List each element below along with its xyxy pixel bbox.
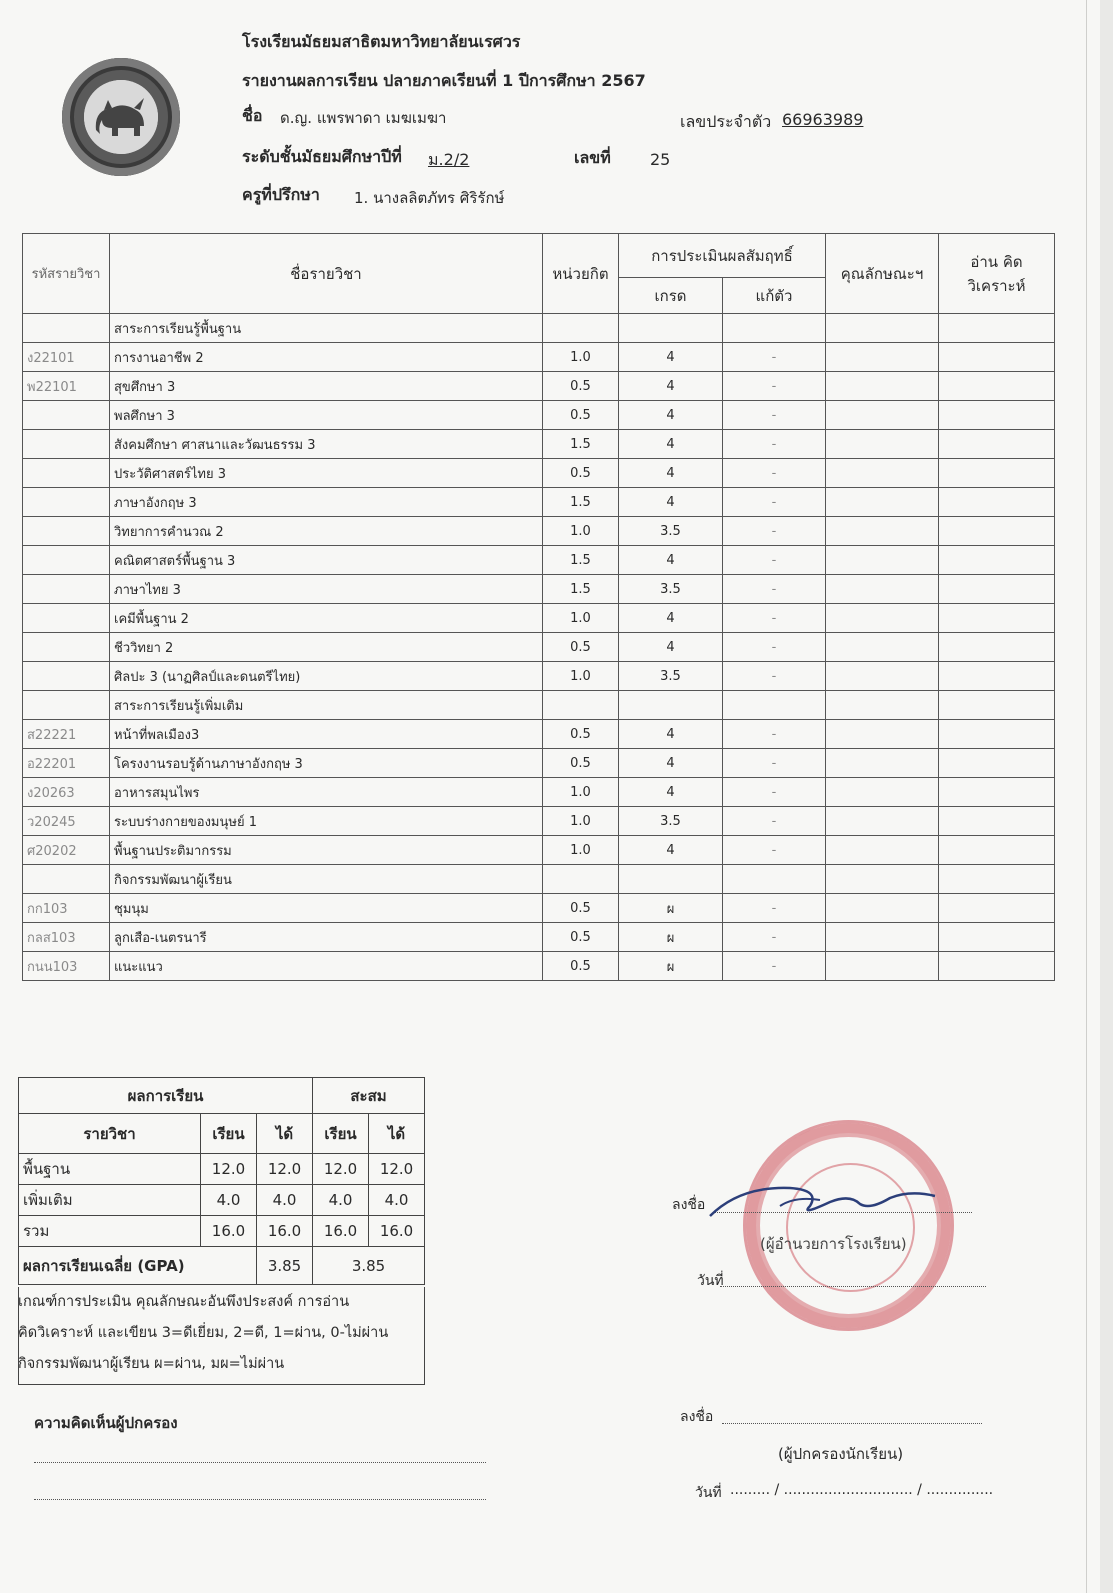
- table-row: [23, 401, 1055, 430]
- summary-accum-studied: 16.0: [313, 1216, 369, 1247]
- subject-grade: 3.5: [619, 807, 723, 836]
- student-name: ด.ญ. แพรพาดา เมฆเมฆา: [280, 109, 447, 127]
- subject-retake: -: [723, 459, 826, 488]
- subject-retake: -: [723, 662, 826, 691]
- subject-grade: 4: [619, 343, 723, 372]
- summary-accum-earned: 16.0: [369, 1216, 425, 1247]
- subject-retake: -: [723, 343, 826, 372]
- table-row: [23, 546, 1055, 575]
- subject-grade: 4: [619, 720, 723, 749]
- subject-grade: ผ: [619, 923, 723, 952]
- subject-retake: -: [723, 807, 826, 836]
- table-row: [23, 372, 1055, 401]
- summary-row-label: พื้นฐาน: [19, 1154, 201, 1185]
- subject-grade: 4: [619, 459, 723, 488]
- subject-code: [23, 546, 110, 575]
- subject-credits: 1.0: [543, 604, 619, 633]
- subject-name: คณิตศาสตร์พื้นฐาน 3: [110, 546, 543, 575]
- subject-name: ประวัติศาสตร์ไทย 3: [110, 459, 543, 488]
- parent-comment-line[interactable]: [34, 1461, 486, 1463]
- table-row: [23, 749, 1055, 778]
- criteria-box: [18, 1287, 425, 1385]
- subject-grade: 3.5: [619, 662, 723, 691]
- table-row: [23, 778, 1055, 807]
- subject-code: กนน103: [23, 952, 110, 981]
- student-number: 25: [650, 150, 671, 169]
- number-label: เลขที่: [574, 148, 611, 167]
- subject-code: [23, 633, 110, 662]
- subject-credits: 0.5: [543, 633, 619, 662]
- summary-earned: 12.0: [257, 1154, 313, 1185]
- director-signature: [700, 1176, 940, 1226]
- table-row: [23, 459, 1055, 488]
- subject-retake: -: [723, 546, 826, 575]
- criteria-line: คิดวิเคราะห์ และเขียน 3=ดีเยี่ยม, 2=ดี, 1=ผ่าน, 0-ไม่ผ่าน: [18, 1325, 389, 1341]
- accum-header: สะสม: [313, 1078, 425, 1114]
- subject-code: [23, 430, 110, 459]
- subject-name: หน้าที่พลเมือง3: [110, 720, 543, 749]
- subject-code: [23, 662, 110, 691]
- student-id: 66963989: [782, 110, 864, 129]
- subject-credits: 1.5: [543, 488, 619, 517]
- section-title: กิจกรรมพัฒนาผู้เรียน: [110, 865, 543, 894]
- col-retake-header: แก้ตัว: [723, 278, 826, 314]
- subject-credits: 0.5: [543, 459, 619, 488]
- subject-credits: 1.0: [543, 662, 619, 691]
- subject-name: วิทยาการคำนวณ 2: [110, 517, 543, 546]
- subject-code: ง22101: [23, 343, 110, 372]
- subject-retake: -: [723, 894, 826, 923]
- subject-retake: -: [723, 778, 826, 807]
- subject-retake: -: [723, 488, 826, 517]
- col-name-header: ชื่อรายวิชา: [110, 234, 543, 314]
- table-row: [23, 430, 1055, 459]
- subject-credits: 0.5: [543, 952, 619, 981]
- subject-retake: -: [723, 575, 826, 604]
- summary-accum-earned: 4.0: [369, 1185, 425, 1216]
- subject-code: [23, 401, 110, 430]
- level-label: ระดับชั้นมัธยมศึกษาปีที่: [242, 147, 402, 166]
- table-row: [23, 894, 1055, 923]
- subject-name: ภาษาไทย 3: [110, 575, 543, 604]
- grades-table: [22, 233, 1055, 981]
- section-row: [23, 314, 1055, 343]
- subject-credits: 1.0: [543, 778, 619, 807]
- subject-credits: 1.0: [543, 807, 619, 836]
- subject-retake: -: [723, 952, 826, 981]
- summary-studied: 12.0: [201, 1154, 257, 1185]
- subject-grade: 4: [619, 488, 723, 517]
- school-name: โรงเรียนมัธยมสาธิตมหาวิทยาลัยนเรศวร: [242, 32, 521, 51]
- summary-studied: 16.0: [201, 1216, 257, 1247]
- subject-name: ระบบร่างกายของมนุษย์ 1: [110, 807, 543, 836]
- subject-credits: 0.5: [543, 749, 619, 778]
- subject-retake: -: [723, 923, 826, 952]
- advisor-label: ครูที่ปรึกษา: [242, 185, 320, 204]
- subject-name: ลูกเสือ-เนตรนารี: [110, 923, 543, 952]
- subject-code: อ22201: [23, 749, 110, 778]
- subject-name: พื้นฐานประติมากรรม: [110, 836, 543, 865]
- summary-accum-earned: 12.0: [369, 1154, 425, 1185]
- table-row: [23, 662, 1055, 691]
- subject-grade: 4: [619, 430, 723, 459]
- summary-accum-studied: 4.0: [313, 1185, 369, 1216]
- subject-code: [23, 459, 110, 488]
- subject-code: [23, 488, 110, 517]
- subject-grade: 3.5: [619, 517, 723, 546]
- table-row: [23, 923, 1055, 952]
- director-date-line: [720, 1285, 986, 1287]
- advisor-name: 1. นางลลิตภัทร ศิริรักษ์: [354, 189, 505, 207]
- summary-accum-studied: 12.0: [313, 1154, 369, 1185]
- table-row: [23, 836, 1055, 865]
- summary-earned: 4.0: [257, 1185, 313, 1216]
- parent-date-label: วันที่: [695, 1485, 722, 1501]
- subject-retake: -: [723, 372, 826, 401]
- subject-name: ชุมนุม: [110, 894, 543, 923]
- director-sign-label: ลงชื่อ: [672, 1197, 706, 1213]
- subject-name: ศิลปะ 3 (นาฏศิลป์และดนตรีไทย): [110, 662, 543, 691]
- section-title: สาระการเรียนรู้พื้นฐาน: [110, 314, 543, 343]
- subject-code: ง20263: [23, 778, 110, 807]
- subject-name: พลศึกษา 3: [110, 401, 543, 430]
- subject-credits: 1.0: [543, 517, 619, 546]
- accum-earned-header: ได้: [369, 1114, 425, 1154]
- table-row: [23, 575, 1055, 604]
- earned-header: ได้: [257, 1114, 313, 1154]
- table-row: [23, 720, 1055, 749]
- id-label: เลขประจำตัว: [680, 112, 772, 131]
- criteria-line: เกณฑ์การประเมิน คุณลักษณะอันพึงประสงค์ การอ่าน: [18, 1294, 350, 1310]
- subject-credits: 0.5: [543, 372, 619, 401]
- subject-retake: -: [723, 430, 826, 459]
- table-row: [23, 488, 1055, 517]
- summary-studied: 4.0: [201, 1185, 257, 1216]
- subject-credits: 0.5: [543, 923, 619, 952]
- section-title: สาระการเรียนรู้เพิ่มเติม: [110, 691, 543, 720]
- summary-table: [18, 1077, 425, 1285]
- parent-comment-label: ความคิดเห็นผู้ปกครอง: [34, 1414, 178, 1432]
- parent-sign-line[interactable]: [722, 1422, 982, 1424]
- subject-grade: 4: [619, 836, 723, 865]
- gpa-accum: 3.85: [313, 1247, 425, 1285]
- subject-code: [23, 575, 110, 604]
- school-logo: [62, 58, 180, 176]
- gpa-term: 3.85: [257, 1247, 313, 1285]
- subject-code: กก103: [23, 894, 110, 923]
- table-row: [23, 604, 1055, 633]
- reading-header-line2: วิเคราะห์: [967, 276, 1026, 295]
- subject-grade: 4: [619, 633, 723, 662]
- subject-name: แนะแนว: [110, 952, 543, 981]
- table-row: [23, 633, 1055, 662]
- table-row: [23, 517, 1055, 546]
- director-date-label: วันที่: [697, 1273, 724, 1289]
- subject-credits: 1.0: [543, 343, 619, 372]
- page-edge: [1086, 0, 1087, 1593]
- subject-code: [23, 604, 110, 633]
- parent-sign-label: ลงชื่อ: [680, 1409, 714, 1425]
- subject-credits: 1.0: [543, 836, 619, 865]
- subject-code: ศ20202: [23, 836, 110, 865]
- subject-grade: 4: [619, 372, 723, 401]
- studied-header: เรียน: [201, 1114, 257, 1154]
- subject-retake: -: [723, 517, 826, 546]
- subject-retake: -: [723, 749, 826, 778]
- name-label: ชื่อ: [242, 106, 263, 125]
- subject-name: เคมีพื้นฐาน 2: [110, 604, 543, 633]
- subject-name: สังคมศึกษา ศาสนาและวัฒนธรรม 3: [110, 430, 543, 459]
- reading-header-line1: อ่าน คิด: [970, 252, 1023, 271]
- subject-name: สุขศึกษา 3: [110, 372, 543, 401]
- summary-earned: 16.0: [257, 1216, 313, 1247]
- subject-credits: 1.5: [543, 430, 619, 459]
- subject-grade: 4: [619, 401, 723, 430]
- subject-grade: ผ: [619, 952, 723, 981]
- subject-code: กลส103: [23, 923, 110, 952]
- subject-name: การงานอาชีพ 2: [110, 343, 543, 372]
- subject-retake: -: [723, 836, 826, 865]
- subject-name: ชีววิทยา 2: [110, 633, 543, 662]
- subject-grade: ผ: [619, 894, 723, 923]
- summary-row-label: เพิ่มเติม: [19, 1185, 201, 1216]
- subject-code: ส22221: [23, 720, 110, 749]
- subject-credits: 0.5: [543, 720, 619, 749]
- class-level: ม.2/2: [428, 150, 470, 169]
- subject-col-header: รายวิชา: [19, 1114, 201, 1154]
- subject-credits: 1.5: [543, 546, 619, 575]
- report-title: รายงานผลการเรียน ปลายภาคเรียนที่ 1 ปีการศึกษา 2567: [242, 71, 646, 90]
- subject-credits: 0.5: [543, 894, 619, 923]
- subject-name: ภาษาอังกฤษ 3: [110, 488, 543, 517]
- table-row: [23, 807, 1055, 836]
- subject-grade: 3.5: [619, 575, 723, 604]
- col-code-header: รหัสรายวิชา: [23, 234, 110, 314]
- table-row: [23, 952, 1055, 981]
- parent-date-line[interactable]: ......... / ............................. / ...............: [730, 1482, 994, 1498]
- subject-retake: -: [723, 604, 826, 633]
- director-role: (ผู้อำนวยการโรงเรียน): [760, 1235, 907, 1253]
- results-header: ผลการเรียน: [19, 1078, 313, 1114]
- subject-code: ว20245: [23, 807, 110, 836]
- gpa-label: ผลการเรียนเฉลี่ย (GPA): [19, 1247, 257, 1285]
- subject-retake: -: [723, 633, 826, 662]
- subject-name: อาหารสมุนไพร: [110, 778, 543, 807]
- subject-retake: -: [723, 720, 826, 749]
- subject-grade: 4: [619, 778, 723, 807]
- table-row: [23, 343, 1055, 372]
- subject-code: [23, 517, 110, 546]
- col-grade-header: เกรด: [619, 278, 723, 314]
- parent-comment-line[interactable]: [34, 1498, 486, 1500]
- section-row: [23, 865, 1055, 894]
- accum-studied-header: เรียน: [313, 1114, 369, 1154]
- col-reading-header: [939, 234, 1055, 314]
- col-assessment-header: การประเมินผลสัมฤทธิ์: [619, 234, 826, 278]
- summary-row-label: รวม: [19, 1216, 201, 1247]
- subject-retake: -: [723, 401, 826, 430]
- subject-grade: 4: [619, 546, 723, 575]
- subject-grade: 4: [619, 604, 723, 633]
- subject-credits: 0.5: [543, 401, 619, 430]
- subject-name: โครงงานรอบรู้ด้านภาษาอังกฤษ 3: [110, 749, 543, 778]
- parent-role: (ผู้ปกครองนักเรียน): [778, 1445, 904, 1463]
- col-character-header: คุณลักษณะฯ: [826, 234, 939, 314]
- col-credits-header: หน่วยกิต: [543, 234, 619, 314]
- subject-grade: 4: [619, 749, 723, 778]
- subject-code: พ22101: [23, 372, 110, 401]
- section-row: [23, 691, 1055, 720]
- criteria-line: กิจกรรมพัฒนาผู้เรียน ผ=ผ่าน, มผ=ไม่ผ่าน: [18, 1356, 285, 1372]
- subject-credits: 1.5: [543, 575, 619, 604]
